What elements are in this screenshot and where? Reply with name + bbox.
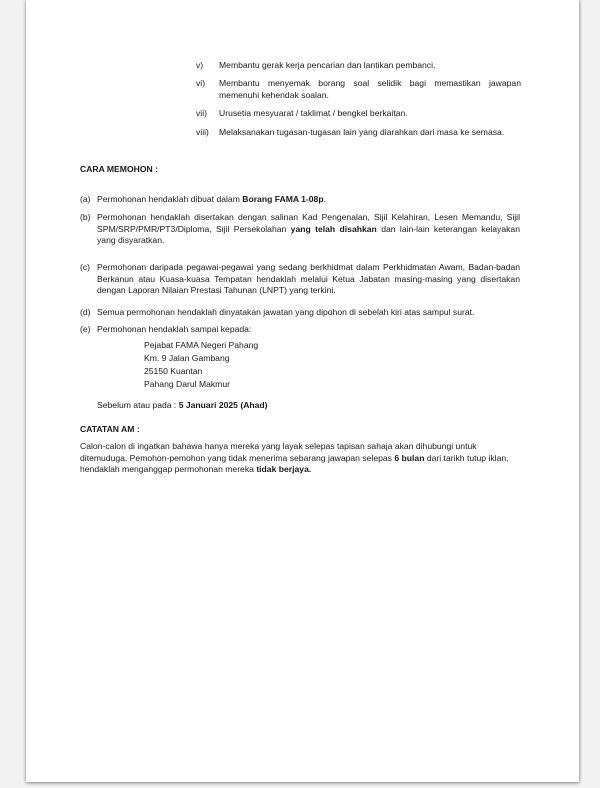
address-line: 25150 Kuantan [144,365,203,376]
duty-number: vii) [196,108,207,118]
duty-number: v) [196,60,204,70]
item-number: (d) [80,307,91,317]
address-line: Km. 9 Jalan Gambang [144,352,230,363]
item-number: (c) [80,262,91,272]
catatan-am-heading: CATATAN AM : [80,424,140,434]
address-line: Pejabat FAMA Negeri Pahang [144,340,259,350]
cara-memohon-heading: CARA MEMOHON : [80,164,158,174]
duty-number: vi) [196,78,206,88]
duty-text: Urusetia mesyuarat / taklimat / bengkel berkaitan. [219,108,408,118]
address-block [144,340,258,392]
address-line: Pahang Darul Makmur [144,378,230,389]
item-number: (a) [80,194,91,204]
item-text: Semua permohonan hendaklah dinyatakan jawatan yang dipohon di sebelah kiri atas sampul surat. [97,307,475,317]
duty-number: viii) [196,127,209,137]
item-number: (e) [80,324,91,334]
catatan-am-paragraph: Calon-calon di ingatkan bahawa hanya mereka yang layak selepas tapisan sahaja akan dihubungi untuk ditemuduga. Pemohon-pemohon yang tidak menerima sebarang jawapan selepas 6 bulan dari tarikh tutup iklan, hendaklah menganggap permohonan mereka tidak berjaya. [80,441,509,475]
item-text: Permohonan hendaklah sampai kepada: [97,324,252,334]
item-text: Permohonan hendaklah disertakan dengan salinan Kad Pengenalan, Sijil Kelahiran, Lesen Memandu, Sijil SPM/SRP/PMR/PT3/Diploma, Sijil Persekolahan yang telah disahkan dan lain-lain keterangan kelayakan yang disyaratkan. [97,212,520,246]
duty-text: Membantu menyemak borang soal selidik bagi memastikan jawapan memenuhi kehendak soalan. [219,78,521,100]
document-page [26,0,579,782]
item-number: (b) [80,212,91,222]
item-text: Permohonan hendaklah dibuat dalam Borang FAMA 1-08p. [97,194,326,204]
deadline: Sebelum atau pada : 5 Januari 2025 (Ahad) [97,400,268,410]
item-text: Permohonan daripada pegawai-pegawai yang sedang berkhidmat dalam Perkhidmatan Awam, Badan-badan Berkanun atau Kuasa-kuasa Tempatan hendaklah melalui Ketua Jabatan masing-masing yang disertakan dengan Laporan Nilaian Prestasi Tahunan (LNPT) yang terkini. [97,262,520,296]
duty-text: Melaksanakan tugasan-tugasan lain yang diarahkan dari masa ke semasa. [219,127,505,137]
duty-text: Membantu gerak kerja pencarian dan lantikan pembanci. [219,60,436,70]
